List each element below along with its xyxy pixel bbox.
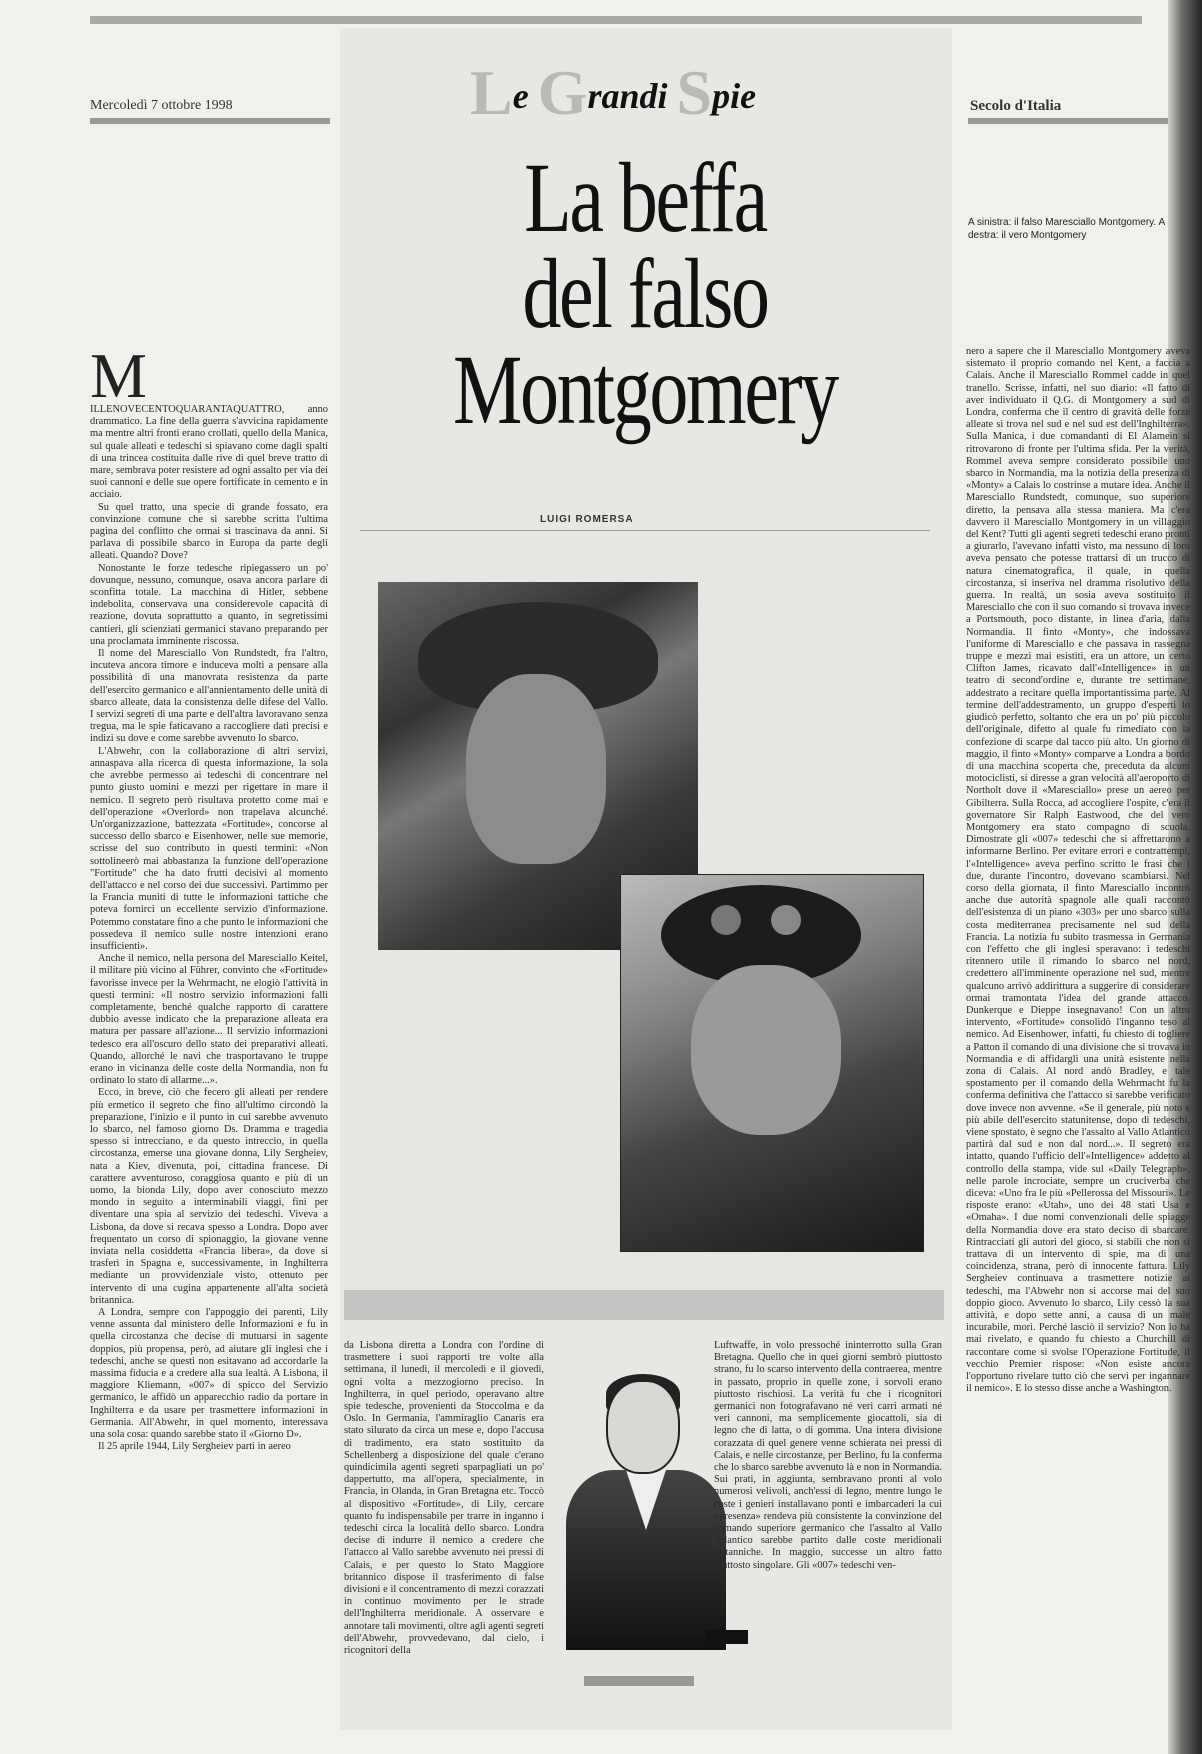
lead-paragraph: M ILLENOVECENTOQUARANTAQUATTRO, anno drammatico. La fine della guerra s'avvicina rapidamente ma mentre altri fronti erano crollati, quello della Manica, sul quale alleati e tedeschi si spiavano come dagli spalti di una trincea costituita dalle rive di quel breve tratto di mare, sembrava poter resistere ad ogni assalto per via dei suoi cannoni e delle sue opere fortificate in cemento e in acciaio. — [90, 346, 328, 501]
paragraph: A Londra, sempre con l'appoggio dei parenti, Lily venne assunta dal ministero delle Informazioni e fu in quella circostanza che decise di mutuarsi in sagente doppios, più propensa, però, ad aiutare gli inglesi che i tedeschi, anche se questi non esitavano ad accordarle la massima fiducia e a credere alla sua lealtà. A Lisbona, il maggiore Kliemann, «007» di spicco del Servizio germanico, le affidò un apparecchio radio da portare in Inghilterra e da usare per trasmettere informazioni in Germania. All'Abwehr, in quel momento, interessava una sola cosa: quando sarebbe stato il «Giorno D». — [90, 1307, 328, 1441]
real-montgomery-photo — [620, 874, 924, 1252]
headline: La beffa del falso Montgomery — [453, 142, 837, 445]
paragraph: nero a sapere che il Maresciallo Montgomery aveva sistemato il proprio comando nel Kent, a faccia a Calais. Anche il Maresciallo Rommel cadde in quel tranello. Scrisse, infatti, nel suo diario: «Il fatto di aver individuato il Q.G. di Montgomery a sud di Londra, conferma che il centro di gravità delle forze alleate si trova nel sud e nel sud est dell'Inghilterra». Sulla Manica, i due comandanti di El Alamein si ritrovarono di fronte per l'ultima sfida. Per la verità, Rommel aveva sempre considerato possibile uno sbarco in Normandia, ma la notizia della presenza di «Monty» a Calais lo costrinse a mutare idea. Anche il Maresciallo Rundstedt, comunque, suo superiore diretto, la pensava alla stessa maniera. Ma c'era davvero il Maresciallo Montgomery in un villaggio del Kent? Tutti gli agenti segreti tedeschi erano pronti a giurarlo, l'avevano infatti visto, ma nessuno di loro aveva pensato che potesse trattarsi di un trucco di natura cinematografica, il quale, in quella circostanza, si inseriva nel dramma risolutivo della guerra. In realtà, un sosia aveva sostituito il Maresciallo che con il suo comando si trovava invece a Portsmouth, poco distante, in linea d'aria, dalla Normandia. Il finto «Monty», che indossava l'uniforme di Maresciallo e che passava in rassegna truppe e mezzi mai esistiti, era un attore, un certo Clifton James, ricavato dall'«Intelligence» in un teatro di second'ordine e, durante tre settimane, addestrato a recitare quella importantissima parte. Al termine dell'addestramento, un gruppo d'esperti lo giudicò perfetto, soltanto che era un po' più piccolo dell'originale, difetto al quale fu rimediato con la confezione di scarpe dal tacco più alto. Un giorno di maggio, il finto «Monty» comparve a Londra a bordo di una macchina scoperta che, preceduta da alcuni motociclisti, si diresse a gran velocità all'aeroporto di Northolt dove il «Maresciallo» prese un aereo per Gibilterra. Sulla Rocca, ad accogliere l'ospite, c'era il governatore Sir Ralph Eastwood, che del vero Montgomery era stato compagno di scuola. Dimostrate gli «007» tedeschi che si affrettarono a informarne Berlino. Per evitare errori e contrattempi, l'«Intelligence» aveva perfino scritto le frasi che i due, durante l'incontro, dovevano scambiarsi. Nel corso della giornata, il finto Maresciallo incontrò anche due autorità spagnole alle quali raccontò dell'esistenza di un piano «303» per uno sbarco sulla costa mediterranea precisamente nel sud della Francia. La notizia fu subito trasmessa in Germania con l'effetto che gli inglesi speravano: i tedeschi ritennero utile il rimando lo sbarco nel nord, credettero all'imminente operazione nel sud, mentre qualcuno arrivò addirittura a suggerire di considerare ormai tramontata l'idea del grande attacco. Dunkerque e Dieppe insegnavano! Con un altro intervento, «Fortitude» consolidò l'inganno teso al nemico. Ad Eisenhower, infatti, fu chiesto di togliere a Patton il comando di una divisione che si trovava in Normandia e di affidargli una unità esistente nella zona di Calais. Al nord andò Bradley, e tale spostamento per il comando della Wehrmacht fu la conferma definitiva che l'attacco si sarebbe verificato dove invece non avvenne. «Se il generale, più noto e più abile dell'esercito statunitense, dopo di tedeschi, viene spostato, è segno che l'assalto al Vallo Atlantico partirà dal sud e non dal nord...». Il segreto era intatto, quando l'ufficio dell'«Intelligence» addetto al controllo della stampa, vide sul «Daily Telegraph», nelle parole incrociate, sempre un cruciverba che diceva: «Uno fra le più «Pellerossa del Missouri». Le risposte erano: «Utah», uno dei 48 stati Usa e «Omaha». I due nomi convenzionali delle spiagge della Normandia dove era stato deciso di sbarcare. Rintracciati gli autori del gioco, si stabilì che non si trattava di un intervento di spie, ma di una coincidenza, strana, però di innocente fattura. Lily Sergheiev continuava a trasmettere notizie ai tedeschi, ma l'Abwehr non si accorse mai del suo doppio gioco. Avvenuto lo sbarco, Lily cessò la sua attività, e dopo sette anni, a causa di un male incurabile, morì. Perché lasciò il servizio? Non lo ha mai rivelato, e quando fu chiesto a Churchill di raccontare come si svolse l'Operazione Fortitude, il vecchio Premier rispose: «Non esiste ancora l'opportuno rivelare tutto ciò che servì per ingannare il nemico». E lo stesso disse anche a Washington. — [966, 346, 1190, 1395]
dateline: Mercoledì 7 ottobre 1998 — [90, 98, 233, 113]
photo-caption: A sinistra: il falso Maresciallo Montgomery. A destra: il vero Montgomery — [968, 217, 1165, 241]
paragraph: Il 25 aprile 1944, Lily Sergheiev partì in aereo — [98, 1441, 291, 1453]
bottom-rule — [584, 1676, 694, 1686]
paragraph: Luftwaffe, in volo pressoché ininterrotto sulla Gran Bretagna. Quello che in quei giorni sembrò piuttosto strano, fu lo scarso intervento della contraerea, mentre in passato, proprio in quelle zone, i sorvoli erano piuttosto rischiosi. La verità fu che i ricognitori germanici non fotografavano né veri carri armati né veri cannoni, ma semplicemente giocattoli, sia di legno che di latta, o di gomma. Una intera divisione corazzata di quel genere venne schierata nei pressi di Calais, e nelle circostanze, per Berlino, fu la conferma che lo sbarco sarebbe avvenuto là e non in Normandia. Sui prati, in aggiunta, sembravano pronti al volo numerosi velivoli, anch'essi di legno, mentre lungo le coste i genieri installavano ponti e imbarcaderi la cui «presenza» rendeva più consistente la convinzione del comando superiore germanico che l'assalto al Vallo Atlantico sarebbe partito dalle coste meridionali britanniche. In maggio, successe un altro fatto piuttosto singolare. Gli «007» tedeschi ven- — [714, 1340, 942, 1571]
paragraph: Anche il nemico, nella persona del Maresciallo Keitel, il militare più vicino al Führer, convinto che «Fortitude» favorisse invece per la Wehrmacht, ne elogiò l'attività in questi termini: «Il nostro servizio informazioni fallì completamente, benché qualche rapporto di carattere dubbio avesse indicato che la preparazione alleata era matura per passare all'azione... Il servizio informazioni tedesco era all'oscuro dello stato dei preparativi alleati. Quando, allorché le navi che trasportavano le truppe erano in vicinanza delle coste della Normandia, non fu ordinato lo stato di allarme...». — [90, 953, 328, 1087]
paragraph: L'Abwehr, con la collaborazione di altri servizi, annaspava alla ricerca di questa informazione, la sola che avrebbe permesso ai tedeschi di concentrare nel punto giusto uomini e mezzi per rigettare in mare il nemico. Il segreto però risultava protetto come mai e dell'operazione «Overlord» non trapelava alcunché. Un'organizzazione, battezzata «Fortitude», concorse al successo dello sbarco e Eisenhower, nelle sue memorie, scrisse del suo contributo in questi termini: «Non sottolineerò mai abbastanza la funzione dell'operazione "Fortitude" che ha dato frutti decisivi al momento dell'attacco e nel corso dei due successivi. Partimmo per la Francia muniti di tutte le informazioni tattiche che poteva fornirci un eccellente servizio d'informazione. Potemmo constatare fino a che punto le informazioni che possedeva il nemico sulle nostre intenzioni erano insufficienti». — [90, 745, 328, 952]
article-column-center-1 — [344, 1340, 544, 1700]
byline: LUIGI ROMERSA — [540, 514, 634, 525]
paragraph: Il nome del Maresciallo Von Rundstedt, fra l'altro, incuteva ancora timore e induceva molti a pensare alla possibilità di una manovrata resistenza da parte dell'esercito germanico e all'annientamento delle unità di sbarco alleate, data la consistenza delle difese del Vallo. I servizi segreti di una parte e dell'altra lavoravano senza tregua, ma le spie faticavano a raccogliere dati precisi e indizi su dove e come sarebbe avvenuto lo sbarco. — [90, 648, 328, 745]
drop-cap: M — [90, 346, 147, 411]
paragraph: da Lisbona diretta a Londra con l'ordine di trasmettere i suoi rapporti tre volte alla settimana, il lunedì, il mercoledì e il giovedì, ogni volta a mezzogiorno preciso. In Inghilterra, in quel periodo, operavano altre spie tedesche, provenienti da Stoccolma e da Oslo. In Germania, l'ammiraglio Canaris era stato silurato da circa un mese e, dopo l'accusa di tradimento, era stato sostituito da Schellenberg a disposizione del quale c'erano quindicimila agenti segreti sparpagliati un po' dappertutto, ma all'opera, specialmente, in Francia, in Olanda, in Gran Bretagna etc. Toccò al dispositivo «Fortitude», di Lily, cercare quanto fu indispensabile per trarre in inganno i tedeschi circa la località dello sbarco. Londra decise di indurre il nemico a credere che l'attacco al Vallo sarebbe avvenuto nei pressi di Calais, e per questo lo Stato Maggiore britannico dispose il trasferimento di false divisioni e il concentramento di mezzi corazzati in continuo movimento per le strade dell'Inghilterra meridionale. A osservare e annotare tali movimenti, oltre agli agenti segreti dell'Abwehr, provvedevano, dal cielo, i ricognitori della — [344, 1340, 544, 1657]
left-rule — [90, 118, 330, 124]
paragraph: Nonostante le forze tedesche ripiegassero un po' dovunque, nessuno, comunque, osava ancora parlare di sconfitta totale. La macchina di Hitler, sebbene indebolita, conservava una considerevole capacità di reazione, dovuta soprattutto a quanto, in segretissimi cantieri, gli scienziati germanici stavano preparando per una proclamata imminente riscossa. — [90, 562, 328, 647]
article-column-left — [90, 346, 328, 1730]
byline-rule — [360, 530, 930, 531]
series-title: Le Grandi Spie — [470, 57, 757, 128]
top-rule — [90, 16, 1142, 24]
paragraph: Ecco, in breve, ciò che fecero gli alleati per rendere più ermetico il segreto che fino all'ultimo circondò la preparazione, l'inizio e il punto in cui sarebbe avvenuto lo sbarco, nel famoso giorno Ds. Dramma e tragedia spesso si intrecciano, e da questo intreccio, in quella circostanza, emerse una giovane donna, Lily Sergheiev, nata a Kiev, divenuta, poi, cittadina francese. Di carattere avventuroso, coraggiosa quanto e più di un uomo, la bionda Lily, dopo aver conosciuto mezzo mondo in seguito a interminabili viaggi, finì per diventare una spia al servizio dei tedeschi. Viveva a Lisbona, da dove si recava spesso a Londra. Dopo aver frequentato un corso di spionaggio, la giovane venne inviata nella cosiddetta «Francia libera», da dove si trasferì in Spagna e, successivamente, in Inghilterra mediante un provvidenziale visto, ottenuto per intervento di una cugina appartenente all'alta società britannica. — [90, 1087, 328, 1306]
section-divider — [344, 1290, 944, 1320]
article-column-right — [966, 346, 1190, 1726]
article-column-center-2 — [714, 1340, 942, 1680]
right-rule — [968, 118, 1168, 124]
masthead: Secolo d'Italia — [970, 98, 1062, 114]
paragraph: Su quel tratto, una specie di grande fossato, era convinzione comune che si sarebbe scritta l'ultima pagina del conflitto che ormai si trascinava da anni. Si parlava di possibile sbarco in Europa da parte degli alleati. Quando? Dove? — [90, 501, 328, 562]
